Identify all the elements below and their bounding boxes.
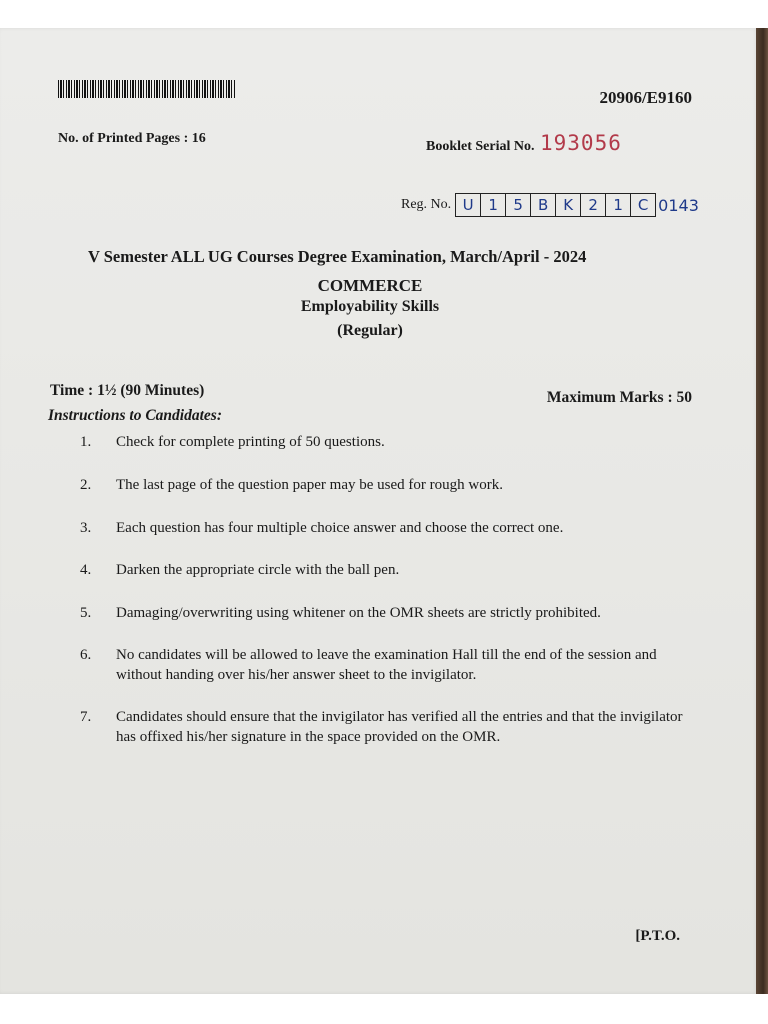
instruction-number: 2. bbox=[80, 477, 92, 493]
instruction-number: 1. bbox=[80, 434, 92, 450]
reg-no-extra: 0143 bbox=[658, 195, 699, 215]
booklet-serial-number: 193056 bbox=[540, 131, 622, 155]
instruction-number: 6. bbox=[80, 647, 92, 663]
reg-box: 1 bbox=[606, 194, 631, 216]
printed-pages: No. of Printed Pages : 16 bbox=[58, 131, 206, 146]
instruction-text: Darken the appropriate circle with the ball pen. bbox=[116, 562, 400, 578]
pto-marker: [P.T.O. bbox=[635, 928, 680, 944]
reg-box: 5 bbox=[506, 194, 531, 216]
instruction-text: The last page of the question paper may be used for rough work. bbox=[116, 477, 503, 493]
reg-box: C bbox=[637, 196, 649, 214]
instruction-item bbox=[80, 645, 690, 685]
instruction-item bbox=[80, 475, 690, 495]
time-allowed: Time : 1½ (90 Minutes) bbox=[50, 382, 205, 399]
instruction-item bbox=[80, 603, 690, 623]
reg-box: K bbox=[556, 194, 581, 216]
reg-no-label: Reg. No. bbox=[401, 197, 452, 212]
instruction-number: 3. bbox=[80, 520, 92, 536]
instruction-text: Candidates should ensure that the invigilator has verified all the entries and that the invigilator has offixed his/her signature in the space provided on the OMR. bbox=[116, 709, 683, 745]
instruction-item bbox=[80, 518, 690, 538]
reg-no-boxes bbox=[455, 193, 656, 217]
instruction-item bbox=[80, 560, 690, 580]
exam-paper bbox=[0, 28, 758, 994]
paper-code: 20906/E9160 bbox=[599, 88, 692, 107]
instructions-heading: Instructions to Candidates: bbox=[48, 407, 222, 424]
instruction-item bbox=[80, 707, 690, 747]
barcode bbox=[58, 80, 236, 98]
paper-title: Employability Skills bbox=[300, 298, 440, 315]
reg-box: B bbox=[531, 194, 556, 216]
table-edge bbox=[756, 28, 768, 994]
reg-box: 2 bbox=[581, 194, 606, 216]
instruction-item bbox=[80, 432, 690, 452]
reg-box: 1 bbox=[481, 194, 506, 216]
reg-box: U bbox=[456, 194, 481, 216]
booklet-serial bbox=[426, 131, 622, 155]
reg-no bbox=[401, 193, 699, 217]
booklet-serial-label: Booklet Serial No. bbox=[426, 139, 535, 154]
instruction-number: 7. bbox=[80, 709, 92, 725]
instruction-number: 5. bbox=[80, 605, 92, 621]
instruction-text: No candidates will be allowed to leave the examination Hall till the end of the session and without handing over his/her answer sheet to the invigilator. bbox=[116, 647, 657, 683]
instruction-number: 4. bbox=[80, 562, 92, 578]
exam-title: V Semester ALL UG Courses Degree Examination, March/April - 2024 bbox=[88, 247, 587, 266]
instruction-text: Each question has four multiple choice answer and choose the correct one. bbox=[116, 520, 564, 536]
max-marks: Maximum Marks : 50 bbox=[546, 389, 692, 406]
instruction-text: Damaging/overwriting using whitener on the OMR sheets are strictly prohibited. bbox=[116, 605, 601, 621]
instruction-text: Check for complete printing of 50 questions. bbox=[116, 434, 385, 450]
subject: COMMERCE bbox=[317, 276, 423, 295]
exam-type: (Regular) bbox=[337, 322, 403, 339]
